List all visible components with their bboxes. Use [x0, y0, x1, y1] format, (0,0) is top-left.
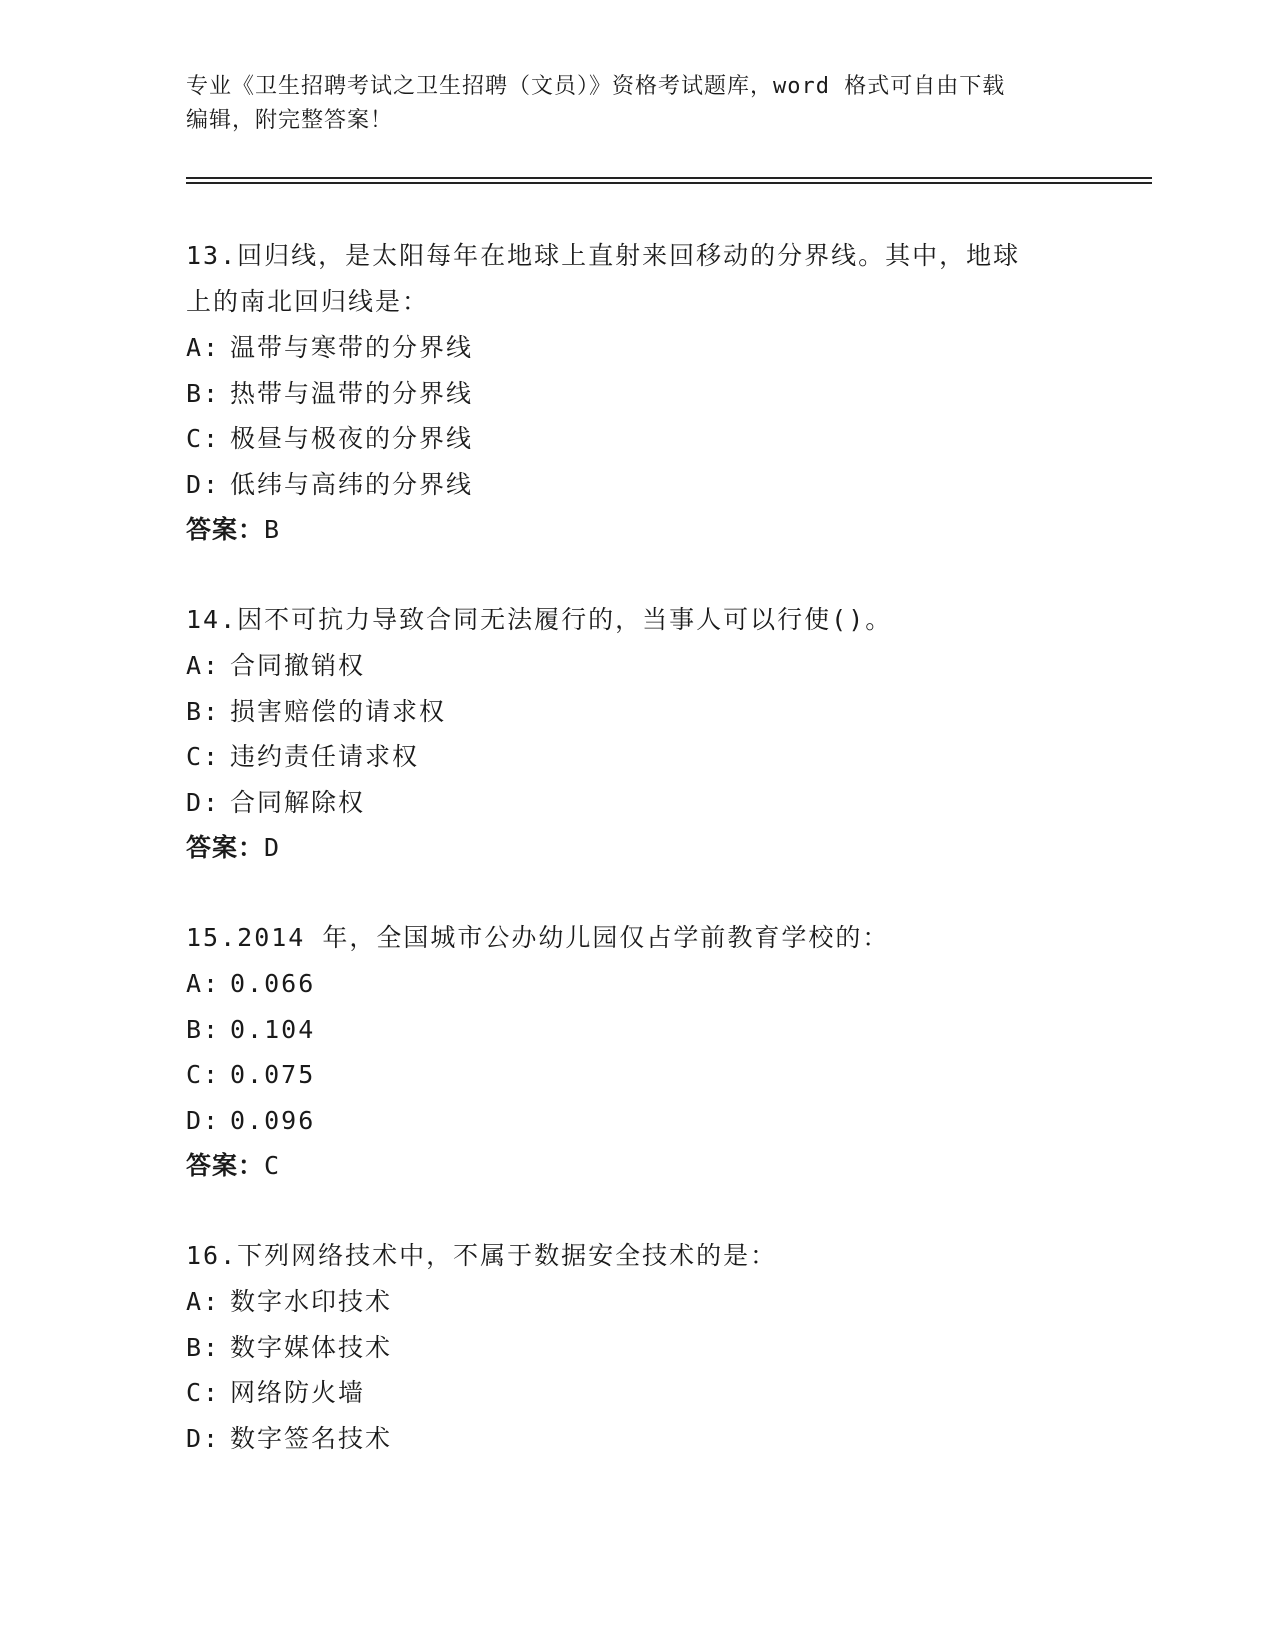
option-letter: C: — [186, 1378, 221, 1407]
option-text: 0.096 — [230, 1105, 316, 1135]
option-text: 数字水印技术 — [230, 1287, 393, 1316]
option-letter: A: — [186, 651, 221, 680]
option-text: 合同撤销权 — [230, 651, 366, 680]
option-text: 0.075 — [230, 1060, 316, 1089]
option-letter: A: — [186, 1287, 221, 1316]
option-letter: D: — [186, 469, 221, 499]
option-a — [186, 325, 1086, 371]
header-divider-bottom — [186, 182, 1152, 184]
option-letter: D: — [186, 787, 221, 817]
option-c — [186, 1370, 1086, 1416]
question-stem: 15.2014 年，全国城市公办幼儿园仅占学前教育学校的： — [186, 923, 890, 952]
option-letter: B: — [186, 696, 221, 726]
option-text: 极昼与极夜的分界线 — [230, 424, 474, 453]
option-letter: B: — [186, 1014, 221, 1044]
option-d — [186, 1098, 1086, 1144]
option-letter: C: — [186, 742, 221, 771]
option-a — [186, 1279, 1086, 1325]
option-text: 低纬与高纬的分界线 — [230, 469, 474, 499]
option-text: 合同解除权 — [230, 787, 366, 817]
option-b — [186, 689, 1086, 735]
question-16 — [186, 1233, 1086, 1461]
option-a — [186, 961, 1086, 1007]
answer-value: C — [264, 1151, 281, 1180]
answer-label: 答案： — [186, 1151, 265, 1180]
question-14 — [186, 597, 1086, 871]
answer-label: 答案： — [186, 833, 265, 862]
document-header — [186, 70, 1086, 138]
option-letter: A: — [186, 333, 221, 362]
answer-value: D — [264, 833, 281, 862]
option-text: 网络防火墙 — [230, 1378, 366, 1407]
answer-label: 答案： — [186, 515, 265, 544]
option-letter: B: — [186, 1332, 221, 1362]
question-stem: 14.因不可抗力导致合同无法履行的，当事人可以行使()。 — [186, 605, 893, 634]
option-letter: C: — [186, 1060, 221, 1089]
question-stem-continued: 上的南北回归线是： — [186, 287, 430, 316]
question-stem: 16.下列网络技术中，不属于数据安全技术的是： — [186, 1241, 778, 1270]
answer-line — [186, 1143, 1086, 1189]
option-d — [186, 1416, 1086, 1462]
option-letter: C: — [186, 424, 221, 453]
answer-line — [186, 825, 1086, 871]
option-c — [186, 734, 1086, 780]
option-text: 损害赔偿的请求权 — [230, 696, 447, 726]
header-divider-top — [186, 177, 1152, 179]
question-15 — [186, 915, 1086, 1189]
option-letter: D: — [186, 1105, 221, 1135]
option-text: 数字媒体技术 — [230, 1332, 393, 1362]
option-text: 0.104 — [230, 1014, 316, 1044]
option-b — [186, 1007, 1086, 1053]
option-letter: B: — [186, 378, 221, 408]
option-a — [186, 643, 1086, 689]
option-text: 温带与寒带的分界线 — [230, 333, 474, 362]
option-b — [186, 371, 1086, 417]
answer-value: B — [264, 515, 281, 544]
option-d — [186, 780, 1086, 826]
option-d — [186, 462, 1086, 508]
answer-line — [186, 507, 1086, 553]
question-stem: 13.回归线，是太阳每年在地球上直射来回移动的分界线。其中，地球 — [186, 241, 1021, 270]
header-line-1: 专业《卫生招聘考试之卫生招聘（文员）》资格考试题库，word 格式可自由下载 — [186, 74, 1006, 99]
option-text: 违约责任请求权 — [230, 742, 420, 771]
option-text: 数字签名技术 — [230, 1423, 393, 1453]
option-letter: A: — [186, 969, 221, 998]
option-c — [186, 1052, 1086, 1098]
option-c — [186, 416, 1086, 462]
question-13 — [186, 233, 1086, 553]
option-letter: D: — [186, 1423, 221, 1453]
option-b — [186, 1325, 1086, 1371]
header-line-2: 编辑，附完整答案！ — [186, 108, 394, 133]
option-text: 热带与温带的分界线 — [230, 378, 474, 408]
option-text: 0.066 — [230, 969, 316, 998]
